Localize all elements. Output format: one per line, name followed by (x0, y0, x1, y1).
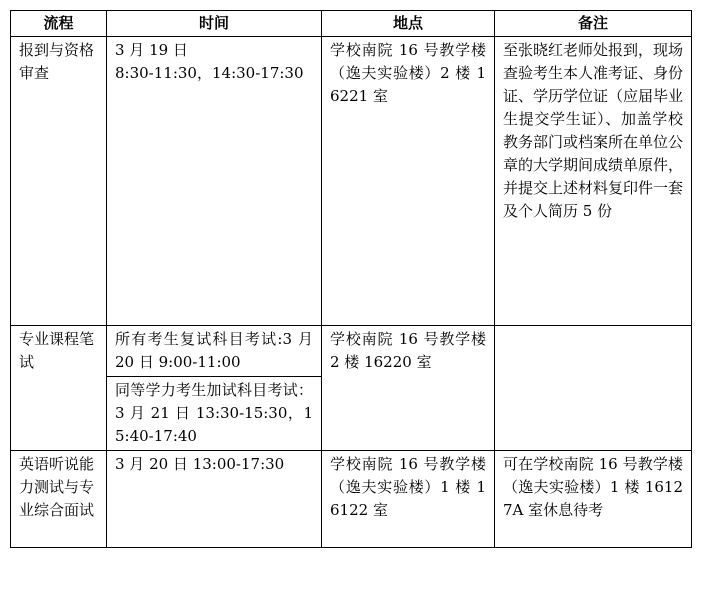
table-row (11, 37, 692, 326)
place-cell: 学校南院 16 号教学楼 2 楼 16220 室 (322, 326, 495, 451)
header-process: 流程 (11, 11, 107, 37)
time-range: 8:30-11:30，14:30-17:30 (115, 64, 304, 82)
place-cell: 学校南院 16 号教学楼（逸夫实验楼）2 楼 16221 室 (322, 37, 495, 326)
schedule-table (10, 10, 692, 548)
place-cell: 学校南院 16 号教学楼（逸夫实验楼）1 楼 16122 室 (322, 451, 495, 548)
process-cell: 专业课程笔试 (11, 326, 107, 451)
note-cell (495, 326, 692, 451)
header-time: 时间 (107, 11, 322, 37)
schedule-table-wrapper (10, 10, 692, 548)
header-place: 地点 (322, 11, 495, 37)
time-date: 3 月 19 日 (115, 41, 188, 59)
time-cell (107, 37, 322, 326)
note-cell: 至张晓红老师处报到，现场查验考生本人准考证、身份证、学历学位证（应届毕业生提交学生证）、加盖学校教务部门或档案所在单位公章的大学期间成绩单原件，并提交上述材料复印件一套及个人简历 5 份 (495, 37, 692, 326)
process-cell: 报到与资格审查 (11, 37, 107, 326)
header-row (11, 11, 692, 37)
note-cell: 可在学校南院 16 号教学楼（逸夫实验楼）1 楼 16127A 室休息待考 (495, 451, 692, 548)
header-note: 备注 (495, 11, 692, 37)
table-row (11, 326, 692, 377)
time-cell: 同等学力考生加试科目考试：3 月 21 日 13:30-15:30，15:40-17:40 (107, 377, 322, 451)
time-cell: 所有考生复试科目考试:3 月 20 日 9:00-11:00 (107, 326, 322, 377)
table-row (11, 451, 692, 548)
process-cell: 英语听说能力测试与专业综合面试 (11, 451, 107, 548)
time-cell: 3 月 20 日 13:00-17:30 (107, 451, 322, 548)
